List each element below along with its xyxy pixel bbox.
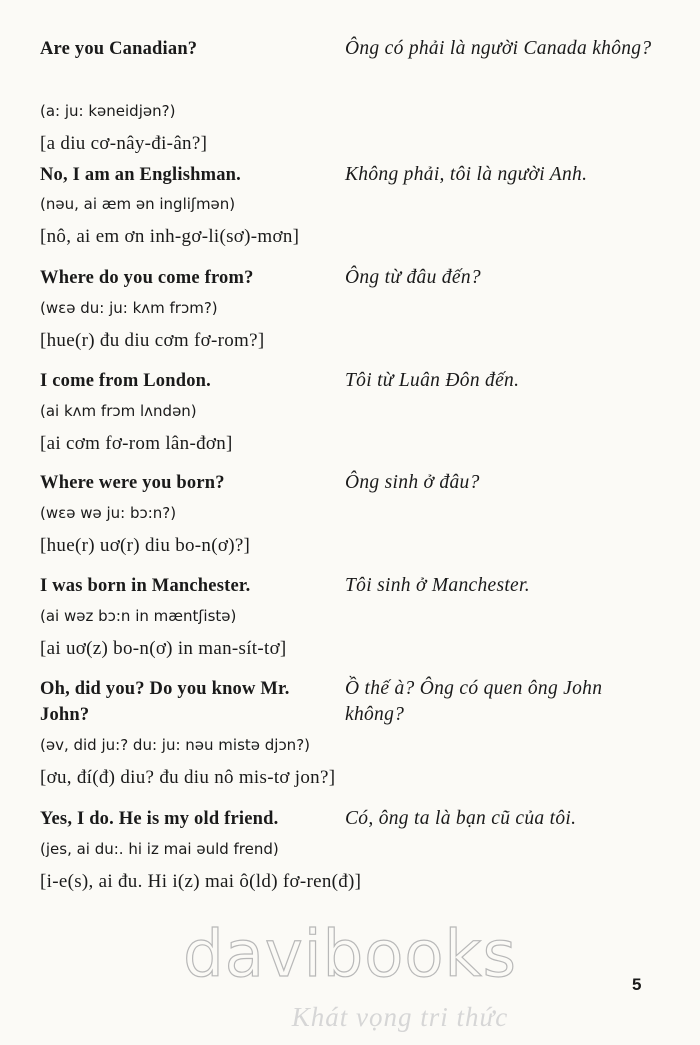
vietnamese-translation: Tôi từ Luân Đôn đến.	[345, 370, 520, 391]
watermark-tagline: Khát vọng tri thức	[291, 1002, 509, 1032]
english-sentence: I was born in Manchester.	[40, 576, 251, 596]
vietnamese-pronunciation: [a diu cơ-nây-đi-ân?]	[40, 133, 208, 154]
vietnamese-translation: Ồ thế à? Ông có quen ông John không?	[345, 678, 603, 725]
vietnamese-translation: Ông có phải là người Canada không?	[345, 38, 652, 59]
vietnamese-translation: Tôi sinh ở Manchester.	[345, 575, 530, 596]
dialogue-entry-5	[40, 470, 670, 559]
ipa-transcription: (nəu, ai æm ən ingliʃmən)	[40, 195, 236, 213]
dialogue-entry-2	[40, 162, 670, 250]
page-number: 5	[632, 975, 642, 994]
vietnamese-pronunciation: [i-e(s), ai đu. Hi i(z) mai ô(ld) fơ-ren(đ)]	[40, 871, 362, 892]
dialogue-entry-4	[40, 368, 670, 457]
ipa-transcription: (ai kʌm frɔm lʌndən)	[40, 402, 197, 420]
ipa-transcription: (wɛə du: ju: kʌm frɔm?)	[40, 299, 218, 317]
english-sentence: Are you Canadian?	[40, 39, 198, 59]
ipa-transcription: (wɛə wə ju: bɔ:n?)	[40, 504, 177, 522]
vietnamese-pronunciation: [ai cơm fơ-rom lân-đơn]	[40, 433, 233, 454]
dialogue-entry-7	[40, 676, 670, 791]
ipa-transcription: (jes, ai du:. hi iz mai əuld frend)	[40, 840, 279, 858]
ipa-transcription: (əv, did ju:? du: ju: nəu mistə djɔn?)	[40, 736, 311, 754]
vietnamese-translation: Không phải, tôi là người Anh.	[345, 164, 588, 185]
vietnamese-pronunciation: [ơu, đí(đ) diu? đu diu nô mis-tơ jon?]	[40, 767, 336, 788]
dialogue-entry-8	[40, 806, 670, 895]
english-sentence: Yes, I do. He is my old friend.	[40, 809, 279, 829]
vietnamese-translation: Ông sinh ở đâu?	[345, 472, 480, 493]
dialogue-entry-6	[40, 573, 670, 662]
english-sentence: I come from London.	[40, 371, 211, 391]
english-sentence: No, I am an Englishman.	[40, 165, 241, 185]
vietnamese-translation: Ông từ đâu đến?	[345, 267, 481, 288]
watermark-brand: davibooks	[183, 918, 517, 992]
vietnamese-pronunciation: [nô, ai em ơn inh-gơ-li(sơ)-mơn]	[40, 226, 300, 247]
english-sentence: Where were you born?	[40, 473, 225, 493]
english-sentence: Where do you come from?	[40, 268, 254, 288]
vietnamese-pronunciation: [hue(r) uơ(r) diu bo-n(ơ)?]	[40, 535, 251, 556]
english-sentence: Oh, did you? Do you know Mr. John?	[40, 679, 290, 725]
vietnamese-pronunciation: [ai uơ(z) bo-n(ơ) in man-sít-tơ]	[40, 638, 287, 659]
dialogue-entry-3	[40, 265, 670, 354]
vietnamese-translation: Có, ông ta là bạn cũ của tôi.	[345, 808, 577, 829]
dialogue-entry-1	[40, 36, 670, 157]
vietnamese-pronunciation: [hue(r) đu diu cơm fơ-rom?]	[40, 330, 265, 351]
ipa-transcription: (ai wəz bɔ:n in mæntʃistə)	[40, 607, 237, 625]
ipa-transcription: (a: ju: kəneidjən?)	[40, 102, 176, 120]
